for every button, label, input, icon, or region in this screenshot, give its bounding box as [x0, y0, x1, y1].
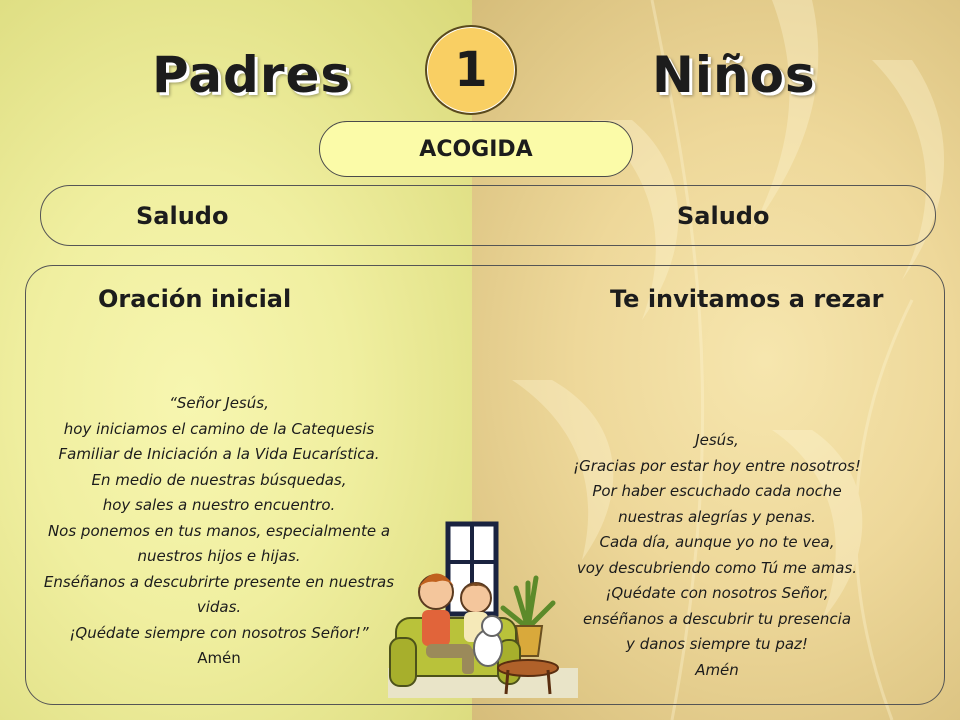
children-prayer-text — [540, 428, 894, 683]
prayer-line: nuestros hijos e hijas. — [137, 547, 301, 565]
prayer-line: voy descubriendo como Tú me amas. — [576, 558, 858, 577]
prayer-line: hoy sales a nuestro encuentro. — [102, 496, 336, 514]
children-title: Niños — [652, 46, 816, 104]
session-number-badge: 1 — [425, 25, 517, 115]
parents-prayer-text — [30, 391, 408, 672]
children-greeting-label: Saludo — [677, 202, 770, 230]
parents-prayer-heading: Oración inicial — [98, 285, 292, 313]
prayer-line: En medio de nuestras búsquedas, — [91, 470, 347, 489]
children-prayer-heading: Te invitamos a rezar — [610, 285, 884, 313]
prayer-line: Amén — [695, 660, 739, 679]
prayer-line: ¡Gracias por estar hoy entre nosotros! — [573, 456, 861, 475]
prayer-line: y danos siempre tu paz! — [626, 635, 808, 653]
prayer-line: Por haber escuchado cada noche — [592, 482, 842, 500]
section-label-pill: ACOGIDA — [319, 121, 633, 177]
prayer-line: vidas. — [196, 598, 242, 616]
prayer-line: ¡Quédate con nosotros Señor, — [605, 584, 829, 602]
prayer-line: Cada día, aunque yo no te vea, — [599, 533, 835, 551]
prayer-line: hoy iniciamos el camino de la Catequesis — [63, 419, 375, 438]
prayer-line: Nos ponemos en tus manos, especialmente a — [47, 521, 391, 540]
prayer-line: nuestras alegrías y penas. — [618, 507, 816, 526]
parents-greeting-label: Saludo — [136, 202, 229, 230]
prayer-line: Familiar de Iniciación a la Vida Eucarística. — [58, 445, 380, 463]
prayer-line: ¡Quédate siempre con nosotros Señor!” — [69, 623, 369, 642]
prayer-line: enséñanos a descubrir tu presencia — [582, 609, 852, 628]
prayer-line: Amén — [197, 649, 241, 667]
family-on-sofa-illustration — [388, 518, 578, 698]
prayer-line: Enséñanos a descubrirte presente en nuestras — [43, 572, 395, 591]
parents-title: Padres — [152, 46, 352, 104]
prayer-line: “Señor Jesús, — [169, 394, 269, 412]
prayer-line: Jesús, — [695, 431, 739, 449]
